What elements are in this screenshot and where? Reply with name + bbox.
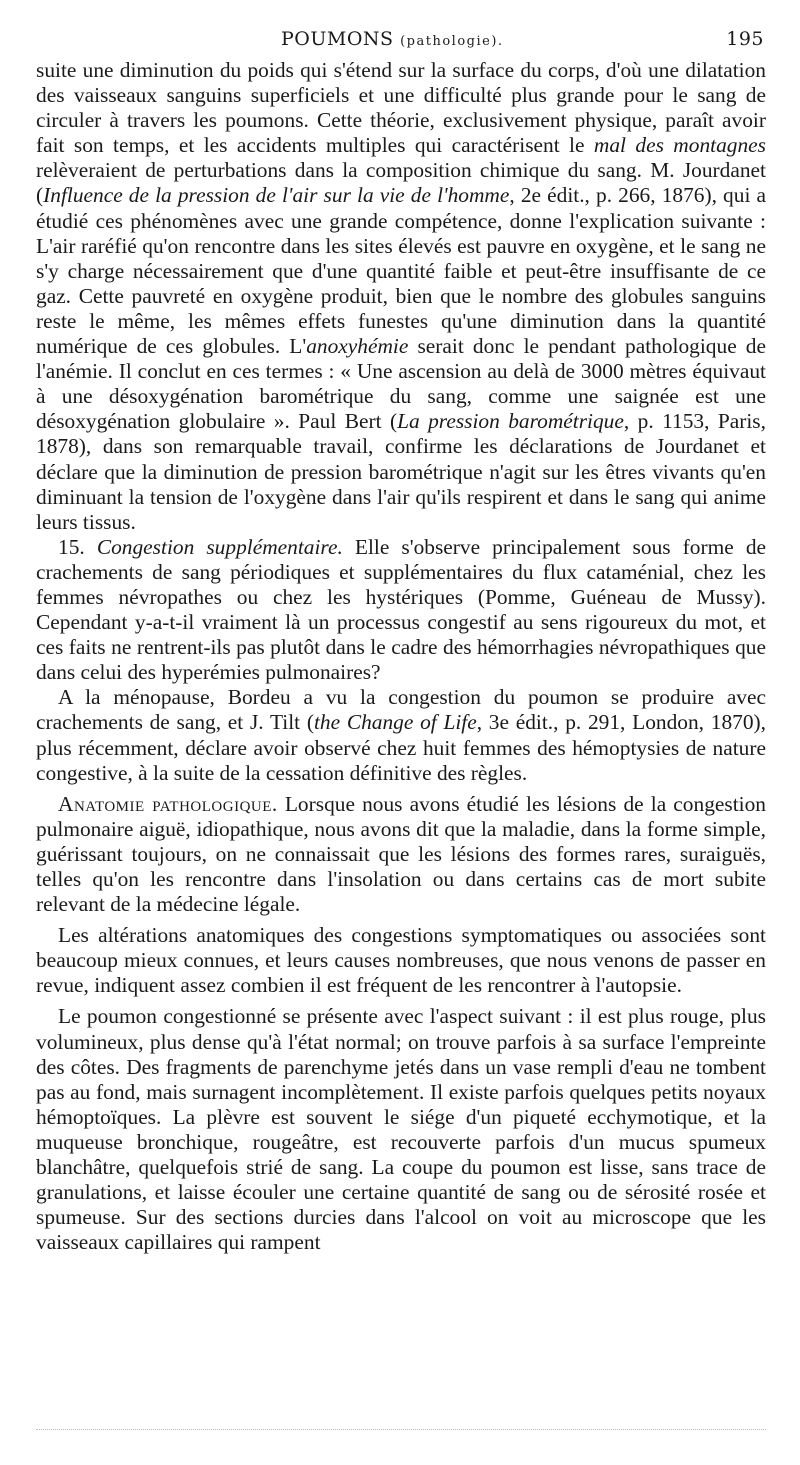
section-heading: Congestion supplémentaire.	[96, 534, 343, 559]
running-title-sub: (pathologie).	[400, 34, 504, 49]
text-run: A la ménopause, Bordeu a vu la congestion du poumon se produire avec crachements de sang, et J. Tilt (	[36, 685, 766, 735]
paragraph-5	[36, 923, 766, 998]
paragraph-1	[36, 58, 766, 535]
italic-run: Influence de la pression de l'air sur la vie de l'homme	[43, 183, 510, 208]
text-run: , p. 1153, Paris, 1878), dans son remarquable travail, confirme les déclarations de Jourdanet et déclare que la diminution de pression barométrique n'agit sur les êtres vivants qu'en diminuant la tension de l'oxygène dans l'air qu'ils respirent et dans le sang qui anime leurs tissus.	[36, 409, 766, 534]
text-run: Lorsque nous avons étudié les lésions de la congestion pulmonaire aiguë, idiopathique, nous avons dit que la maladie, dans la forme simple, guérissant toujours, on ne connaissait que les lésions des formes rares, suraiguës, telles qu'on les rencontre dans l'insolation ou dans certains cas de mort subite relevant de la médecine légale.	[36, 791, 766, 917]
section-heading: Anatomie pathologique.	[58, 791, 278, 816]
text-run: Les altérations anatomiques des congestions symptomatiques ou associées sont beaucoup mieux connues, et leurs causes nombreuses, que nous venons de passer en revue, indiquent assez combien il est fréquent de les rencontrer à l'autopsie.	[36, 923, 766, 998]
text-run: relèveraient de perturbations dans la composition chimique du sang. M. Jourdanet (	[36, 158, 766, 208]
running-head	[36, 28, 766, 58]
text-run: suite une diminution du poids qui s'étend sur la surface du corps, d'où une dilatation des vaisseaux sanguins superficiels et une difficulté plus grande pour le sang de circuler à travers les poumons. Cette théorie, exclusivement physique, paraît avoir fait son temps, et les accidents multiples qui caractérisent le	[36, 58, 766, 158]
text-run: serait donc le pendant pathologique de l'anémie. Il conclut en ces termes : « Une ascension au delà de 3000 mètres équivaut à une désoxygénation barométrique du sang, comme une saignée est une désoxygénation globulaire ». Paul Bert (	[36, 334, 766, 434]
text-run: Le poumon congestionné se présente avec l'aspect suivant : il est plus rouge, plus volumineux, plus dense qu'à l'état normal; on trouve parfois à sa surface l'empreinte des côtes. Des fragments de parenchyme jetés dans un vase rempli d'eau ne tombent pas au fond, mais surnagent incomplètement. Il existe parfois quelques petits noyaux hémoptoïques. La plèvre est souvent le siége d'un piqueté ecchymotique, et la muqueuse bronchique, rougeâtre, est recouverte parfois d'un mucus spumeux blanchâtre, quelquefois strié de sang. La coupe du poumon est lisse, sans trace de granulations, et laisse écouler une certaine quantité de sang ou de sérosité rosée et spumeuse. Sur des sections durcies dans l'alcool on voit au microscope que les vaisseaux capillaires qui rampent	[36, 1004, 766, 1255]
italic-run: mal des montagnes	[593, 133, 766, 158]
page-bottom-rule	[36, 1429, 766, 1431]
italic-run: the Change of Life	[313, 710, 477, 735]
text-run: Elle s'observe principalement sous forme de crachements de sang périodiques et supplémentaires du flux cataménial, chez les femmes névropathes ou chez les hystériques (Pomme, Guéneau de Mussy). Cependant y-a-t-il vraiment là un processus congestif au sens rigoureux du mot, et ces faits ne rentrent-ils pas plutôt dans le cadre des hémorrhagies névropathiques que dans celui des hyperémies pulmonaires?	[36, 534, 767, 685]
book-page	[36, 28, 766, 1255]
text-run: , 3e édit., p. 291, London, 1870), plus récemment, déclare avoir observé chez huit femmes des hémoptysies de nature congestive, à la suite de la cessation définitive des règles.	[36, 710, 766, 785]
page-number: 195	[726, 28, 764, 50]
running-title	[281, 28, 504, 50]
body-text	[36, 58, 766, 1255]
paragraph-2	[36, 535, 766, 686]
running-title-main: POUMONS	[281, 28, 394, 50]
text-run: , 2e édit., p. 266, 1876), qui a étudié ces phénomènes avec une grande compétence, donne l'explication suivante : L'air raréfié qu'on rencontre dans les sites élevés est pauvre en oxygène, et le sang ne s'y charge nécessairement que d'une quantité faible et peut-être insuffisante de ce gaz. Cette pauvreté en oxygène produit, bien que le nombre des globules sanguins reste le même, les mêmes effets funestes qu'une diminution dans la quantité numérique de ces globules. L'	[36, 183, 766, 359]
italic-run: La pression barométrique	[397, 409, 624, 434]
paragraph-3	[36, 685, 766, 785]
paragraph-4	[36, 792, 766, 917]
italic-run: anoxyhémie	[306, 334, 409, 359]
paragraph-6	[36, 1004, 766, 1255]
section-number: 15.	[58, 534, 97, 559]
